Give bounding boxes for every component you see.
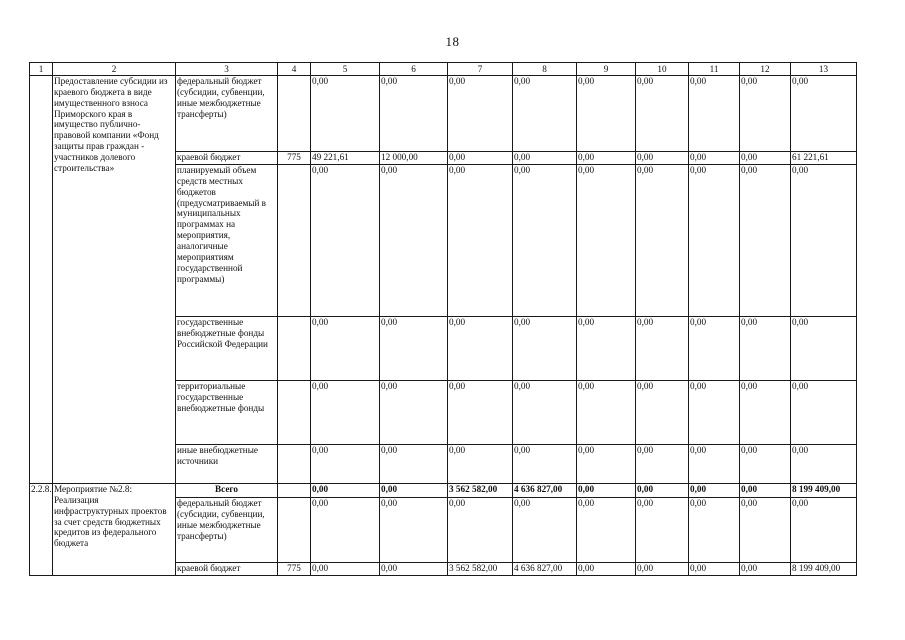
page-number: 18 — [445, 34, 460, 49]
amount-cell: 12 000,00 — [380, 152, 448, 165]
amount-cell: 0,00 — [740, 76, 791, 152]
budget-code-cell: 775 — [278, 563, 311, 576]
amount-cell: 0,00 — [577, 484, 636, 498]
item-description-cell: Мероприятие №2.8: Реализация инфраструктурных проектов за счет средств бюджетных кредитов из федерального бюджета — [53, 484, 176, 576]
amount-cell: 0,00 — [577, 152, 636, 165]
amount-cell: 0,00 — [791, 165, 857, 317]
amount-cell: 0,00 — [791, 76, 857, 152]
budget-table — [29, 62, 857, 576]
budget-code-cell — [278, 165, 311, 317]
column-header: 3 — [176, 63, 278, 76]
column-header: 11 — [689, 63, 740, 76]
column-header: 13 — [791, 63, 857, 76]
amount-cell: 0,00 — [311, 165, 380, 317]
amount-cell: 0,00 — [380, 76, 448, 152]
amount-cell: 0,00 — [740, 445, 791, 484]
amount-cell: 0,00 — [380, 317, 448, 381]
amount-cell: 0,00 — [513, 152, 577, 165]
amount-cell: 3 562 582,00 — [448, 563, 513, 576]
amount-cell: 0,00 — [513, 498, 577, 563]
amount-cell: 0,00 — [448, 76, 513, 152]
amount-cell: 0,00 — [740, 484, 791, 498]
amount-cell: 0,00 — [689, 381, 740, 445]
amount-cell: 0,00 — [448, 317, 513, 381]
column-header: 1 — [30, 63, 53, 76]
section_2-row — [30, 484, 857, 498]
column-header: 5 — [311, 63, 380, 76]
amount-cell: 0,00 — [380, 165, 448, 317]
amount-cell: 0,00 — [448, 165, 513, 317]
amount-cell: 0,00 — [311, 498, 380, 563]
column-number-header-row — [30, 63, 857, 76]
amount-cell: 0,00 — [689, 445, 740, 484]
funding-source-cell: государственные внебюджетные фонды Российской Федерации — [176, 317, 278, 381]
amount-cell: 0,00 — [791, 445, 857, 484]
amount-cell: 8 199 409,00 — [791, 484, 857, 498]
amount-cell: 0,00 — [311, 317, 380, 381]
amount-cell: 0,00 — [740, 563, 791, 576]
amount-cell: 0,00 — [311, 445, 380, 484]
budget-code-cell — [278, 484, 311, 498]
amount-cell: 0,00 — [636, 563, 689, 576]
funding-source-cell: краевой бюджет — [176, 152, 278, 165]
amount-cell: 4 636 827,00 — [513, 484, 577, 498]
amount-cell: 0,00 — [380, 498, 448, 563]
amount-cell: 0,00 — [636, 317, 689, 381]
column-header: 10 — [636, 63, 689, 76]
amount-cell: 0,00 — [577, 445, 636, 484]
budget-code-cell — [278, 317, 311, 381]
amount-cell: 0,00 — [448, 445, 513, 484]
amount-cell: 0,00 — [448, 498, 513, 563]
amount-cell: 3 562 582,00 — [448, 484, 513, 498]
amount-cell: 0,00 — [513, 381, 577, 445]
budget-code-cell — [278, 498, 311, 563]
amount-cell: 0,00 — [577, 381, 636, 445]
amount-cell: 8 199 409,00 — [791, 563, 857, 576]
amount-cell: 0,00 — [791, 317, 857, 381]
amount-cell: 0,00 — [577, 498, 636, 563]
funding-source-cell: федеральный бюджет (субсидии, субвенции, иные межбюджетные трансферты) — [176, 76, 278, 152]
amount-cell: 0,00 — [380, 484, 448, 498]
column-header: 4 — [278, 63, 311, 76]
amount-cell: 0,00 — [636, 152, 689, 165]
amount-cell: 0,00 — [636, 165, 689, 317]
item-number-cell — [30, 76, 53, 484]
amount-cell: 0,00 — [740, 165, 791, 317]
amount-cell: 0,00 — [577, 76, 636, 152]
amount-cell: 0,00 — [740, 381, 791, 445]
column-header: 12 — [740, 63, 791, 76]
column-header: 8 — [513, 63, 577, 76]
amount-cell: 0,00 — [636, 498, 689, 563]
column-header: 2 — [53, 63, 176, 76]
amount-cell: 0,00 — [689, 317, 740, 381]
amount-cell: 0,00 — [636, 381, 689, 445]
funding-source-cell: федеральный бюджет (субсидии, субвенции, иные межбюджетные трансферты) — [176, 498, 278, 563]
funding-source-cell: территориальные государственные внебюджетные фонды — [176, 381, 278, 445]
section_1-row — [30, 76, 857, 152]
amount-cell: 0,00 — [791, 498, 857, 563]
amount-cell: 0,00 — [311, 563, 380, 576]
column-header: 7 — [448, 63, 513, 76]
amount-cell: 0,00 — [740, 317, 791, 381]
amount-cell: 0,00 — [448, 152, 513, 165]
amount-cell: 0,00 — [311, 484, 380, 498]
item-number-cell: 2.2.8. — [30, 484, 53, 576]
amount-cell: 0,00 — [689, 165, 740, 317]
amount-cell: 0,00 — [380, 381, 448, 445]
amount-cell: 0,00 — [448, 381, 513, 445]
amount-cell: 0,00 — [513, 317, 577, 381]
funding-source-cell: планируемый объем средств местных бюджетов (предусматриваемый в муниципальных программах на мероприятия, аналогичные мероприятиям государственной программы) — [176, 165, 278, 317]
column-header: 6 — [380, 63, 448, 76]
amount-cell: 61 221,61 — [791, 152, 857, 165]
item-description-cell: Предоставление субсидии из краевого бюджета в виде имущественного взноса Приморского края в имущество публично-правовой компании «Фонд защиты прав граждан - участников долевого строительства» — [53, 76, 176, 484]
funding-source-cell: Всего — [176, 484, 278, 498]
amount-cell: 0,00 — [380, 563, 448, 576]
amount-cell: 0,00 — [636, 76, 689, 152]
amount-cell: 0,00 — [636, 484, 689, 498]
amount-cell: 0,00 — [577, 317, 636, 381]
amount-cell: 0,00 — [513, 445, 577, 484]
amount-cell: 0,00 — [740, 498, 791, 563]
amount-cell: 49 221,61 — [311, 152, 380, 165]
amount-cell: 0,00 — [689, 498, 740, 563]
column-header: 9 — [577, 63, 636, 76]
amount-cell: 0,00 — [689, 563, 740, 576]
amount-cell: 0,00 — [577, 165, 636, 317]
amount-cell: 0,00 — [513, 165, 577, 317]
amount-cell: 0,00 — [311, 381, 380, 445]
amount-cell: 0,00 — [513, 76, 577, 152]
amount-cell: 0,00 — [791, 381, 857, 445]
amount-cell: 0,00 — [577, 563, 636, 576]
amount-cell: 0,00 — [689, 76, 740, 152]
budget-code-cell: 775 — [278, 152, 311, 165]
funding-source-cell: иные внебюджетные источники — [176, 445, 278, 484]
amount-cell: 0,00 — [740, 152, 791, 165]
amount-cell: 0,00 — [380, 445, 448, 484]
funding-source-cell: краевой бюджет — [176, 563, 278, 576]
amount-cell: 0,00 — [689, 152, 740, 165]
amount-cell: 0,00 — [689, 484, 740, 498]
amount-cell: 0,00 — [636, 445, 689, 484]
budget-code-cell — [278, 445, 311, 484]
budget-code-cell — [278, 76, 311, 152]
amount-cell: 0,00 — [311, 76, 380, 152]
budget-code-cell — [278, 381, 311, 445]
amount-cell: 4 636 827,00 — [513, 563, 577, 576]
